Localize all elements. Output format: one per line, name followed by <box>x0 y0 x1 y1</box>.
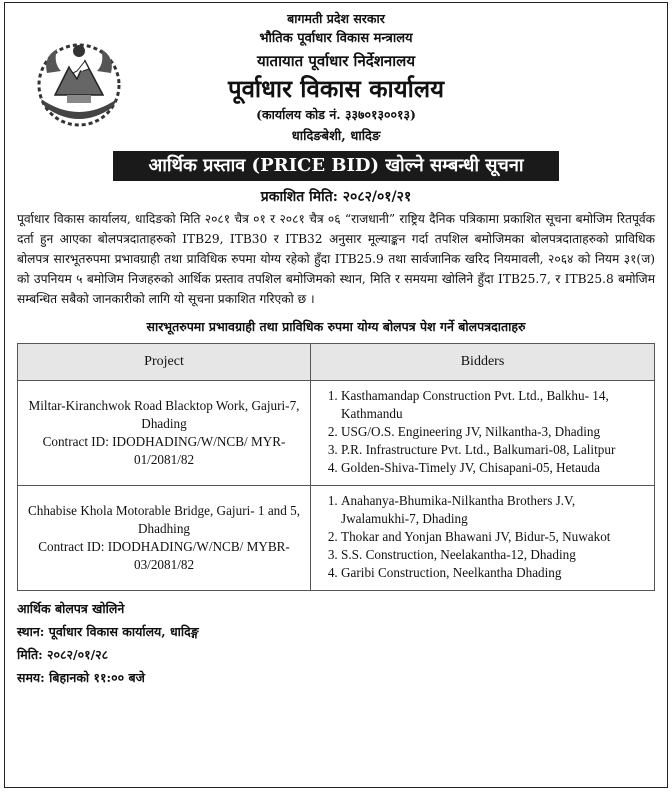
office-location: धादिङबेशी, धादिङ <box>291 129 381 144</box>
office-name: पूर्वाधार विकास कार्यालय <box>227 74 445 103</box>
list-item: 3. S.S. Construction, Neelakantha-12, Dhading <box>341 546 646 564</box>
table-caption: सारभूतरुपमा प्रभावग्राही तथा प्राविधिक रुपमा योग्य बोलपत्र पेश गर्ने बोलपत्रदाताहरु <box>146 319 526 334</box>
notice-title: आर्थिक प्रस्ताव (PRICE BID) खोल्ने सम्बन्धी सूचना <box>113 151 559 181</box>
opening-time: समय: बिहानको ११:०० बजे <box>17 670 145 685</box>
opening-place: स्थान: पूर्वाधार विकास कार्यालय, धादिङ्ग <box>17 624 199 639</box>
project-name: Chhabise Khola Motorable Bridge, Gajuri- 1 and 5, Dhadhing <box>27 503 301 536</box>
opening-date: मिति: २०८२/०१/२८ <box>17 647 109 662</box>
table-header-row <box>18 344 655 381</box>
nepal-emblem-icon <box>27 33 131 129</box>
office-code: (कार्यालय कोड नं. ३३७०१३००१३) <box>256 107 416 122</box>
table-row <box>18 381 655 486</box>
province-government: बागमती प्रदेश सरकार <box>287 11 385 26</box>
bidders-table <box>17 343 655 591</box>
opening-details <box>17 597 655 689</box>
table-row <box>18 486 655 591</box>
list-item: 1. Anahanya-Bhumika-Nilkantha Brothers J.V, Jwalamukhi-7, Dhading <box>341 492 646 528</box>
notice-page <box>4 2 668 788</box>
published-date: प्रकाशित मिति: २०८२/०१/२१ <box>260 189 412 205</box>
project-cell <box>18 381 311 486</box>
project-name: Miltar-Kiranchwok Road Blacktop Work, Gajuri-7, Dhading <box>28 398 300 431</box>
project-column-header: Project <box>18 344 311 381</box>
bidders-list <box>319 492 646 582</box>
contract-id: Contract ID: IDODHADING/W/NCB/ MYR-01/2081/82 <box>42 434 286 467</box>
ministry-name: भौतिक पूर्वाधार विकास मन्त्रालय <box>259 31 413 46</box>
list-item: 2. USG/O.S. Engineering JV, Nilkantha-3, Dhading <box>341 423 646 441</box>
contract-id: Contract ID: IDODHADING/W/NCB/ MYBR-03/2081/82 <box>38 539 290 572</box>
list-item: 1. Kasthamandap Construction Pvt. Ltd., Balkhu- 14, Kathmandu <box>341 387 646 423</box>
list-item: 2. Thokar and Yonjan Bhawani JV, Bidur-5, Nuwakot <box>341 528 646 546</box>
opening-heading: आर्थिक बोलपत्र खोलिने <box>17 601 125 616</box>
directorate-name: यातायात पूर्वाधार निर्देशनालय <box>256 52 416 70</box>
notice-body: पूर्वाधार विकास कार्यालय, धादिङको मिति २०८१ चैत्र ०१ र २०८१ चैत्र ०६ “राजधानी” राष्ट्रिय दैनिक पत्रिकामा प्रकाशित सूचना बमोजिम रितपूर्वक दर्ता हुन आएका बोलपत्रदाताहरुको ITB29, ITB30 र ITB32 अनुसार मूल्याङ्कन गर्दा तपशिल बमोजिमका बोलपत्रदाताहरुको प्राविधिक बोलपत्र सारभूतरुपमा प्रभावग्राही तथा प्राविधिक रुपमा योग्य रहेको हुँदा ITB25.9 तथा सार्वजानिक खरिद नियमावली, २०६४ को नियम ३१(ज) को उपनियम ५ बमोजिम निजहरुको आर्थिक प्रस्ताव तपशिल बमोजिमको स्थान, मिति र समयमा खोलिने हुँदा ITB25.7, र ITB25.8 बमोजिम सम्बन्धित सबैको जानकारीको लागि यो सूचना प्रकाशित गरिएको छ । <box>17 212 655 306</box>
bidders-cell <box>311 381 655 486</box>
project-cell <box>18 486 311 591</box>
bidders-cell <box>311 486 655 591</box>
list-item: 4. Garibi Construction, Neelkantha Dhading <box>341 564 646 582</box>
list-item: 3. P.R. Infrastructure Pvt. Ltd., Balkumari-08, Lalitpur <box>341 441 646 459</box>
bidders-list <box>319 387 646 477</box>
bidders-column-header: Bidders <box>311 344 655 381</box>
list-item: 4. Golden-Shiva-Timely JV, Chisapani-05, Hetauda <box>341 459 646 477</box>
